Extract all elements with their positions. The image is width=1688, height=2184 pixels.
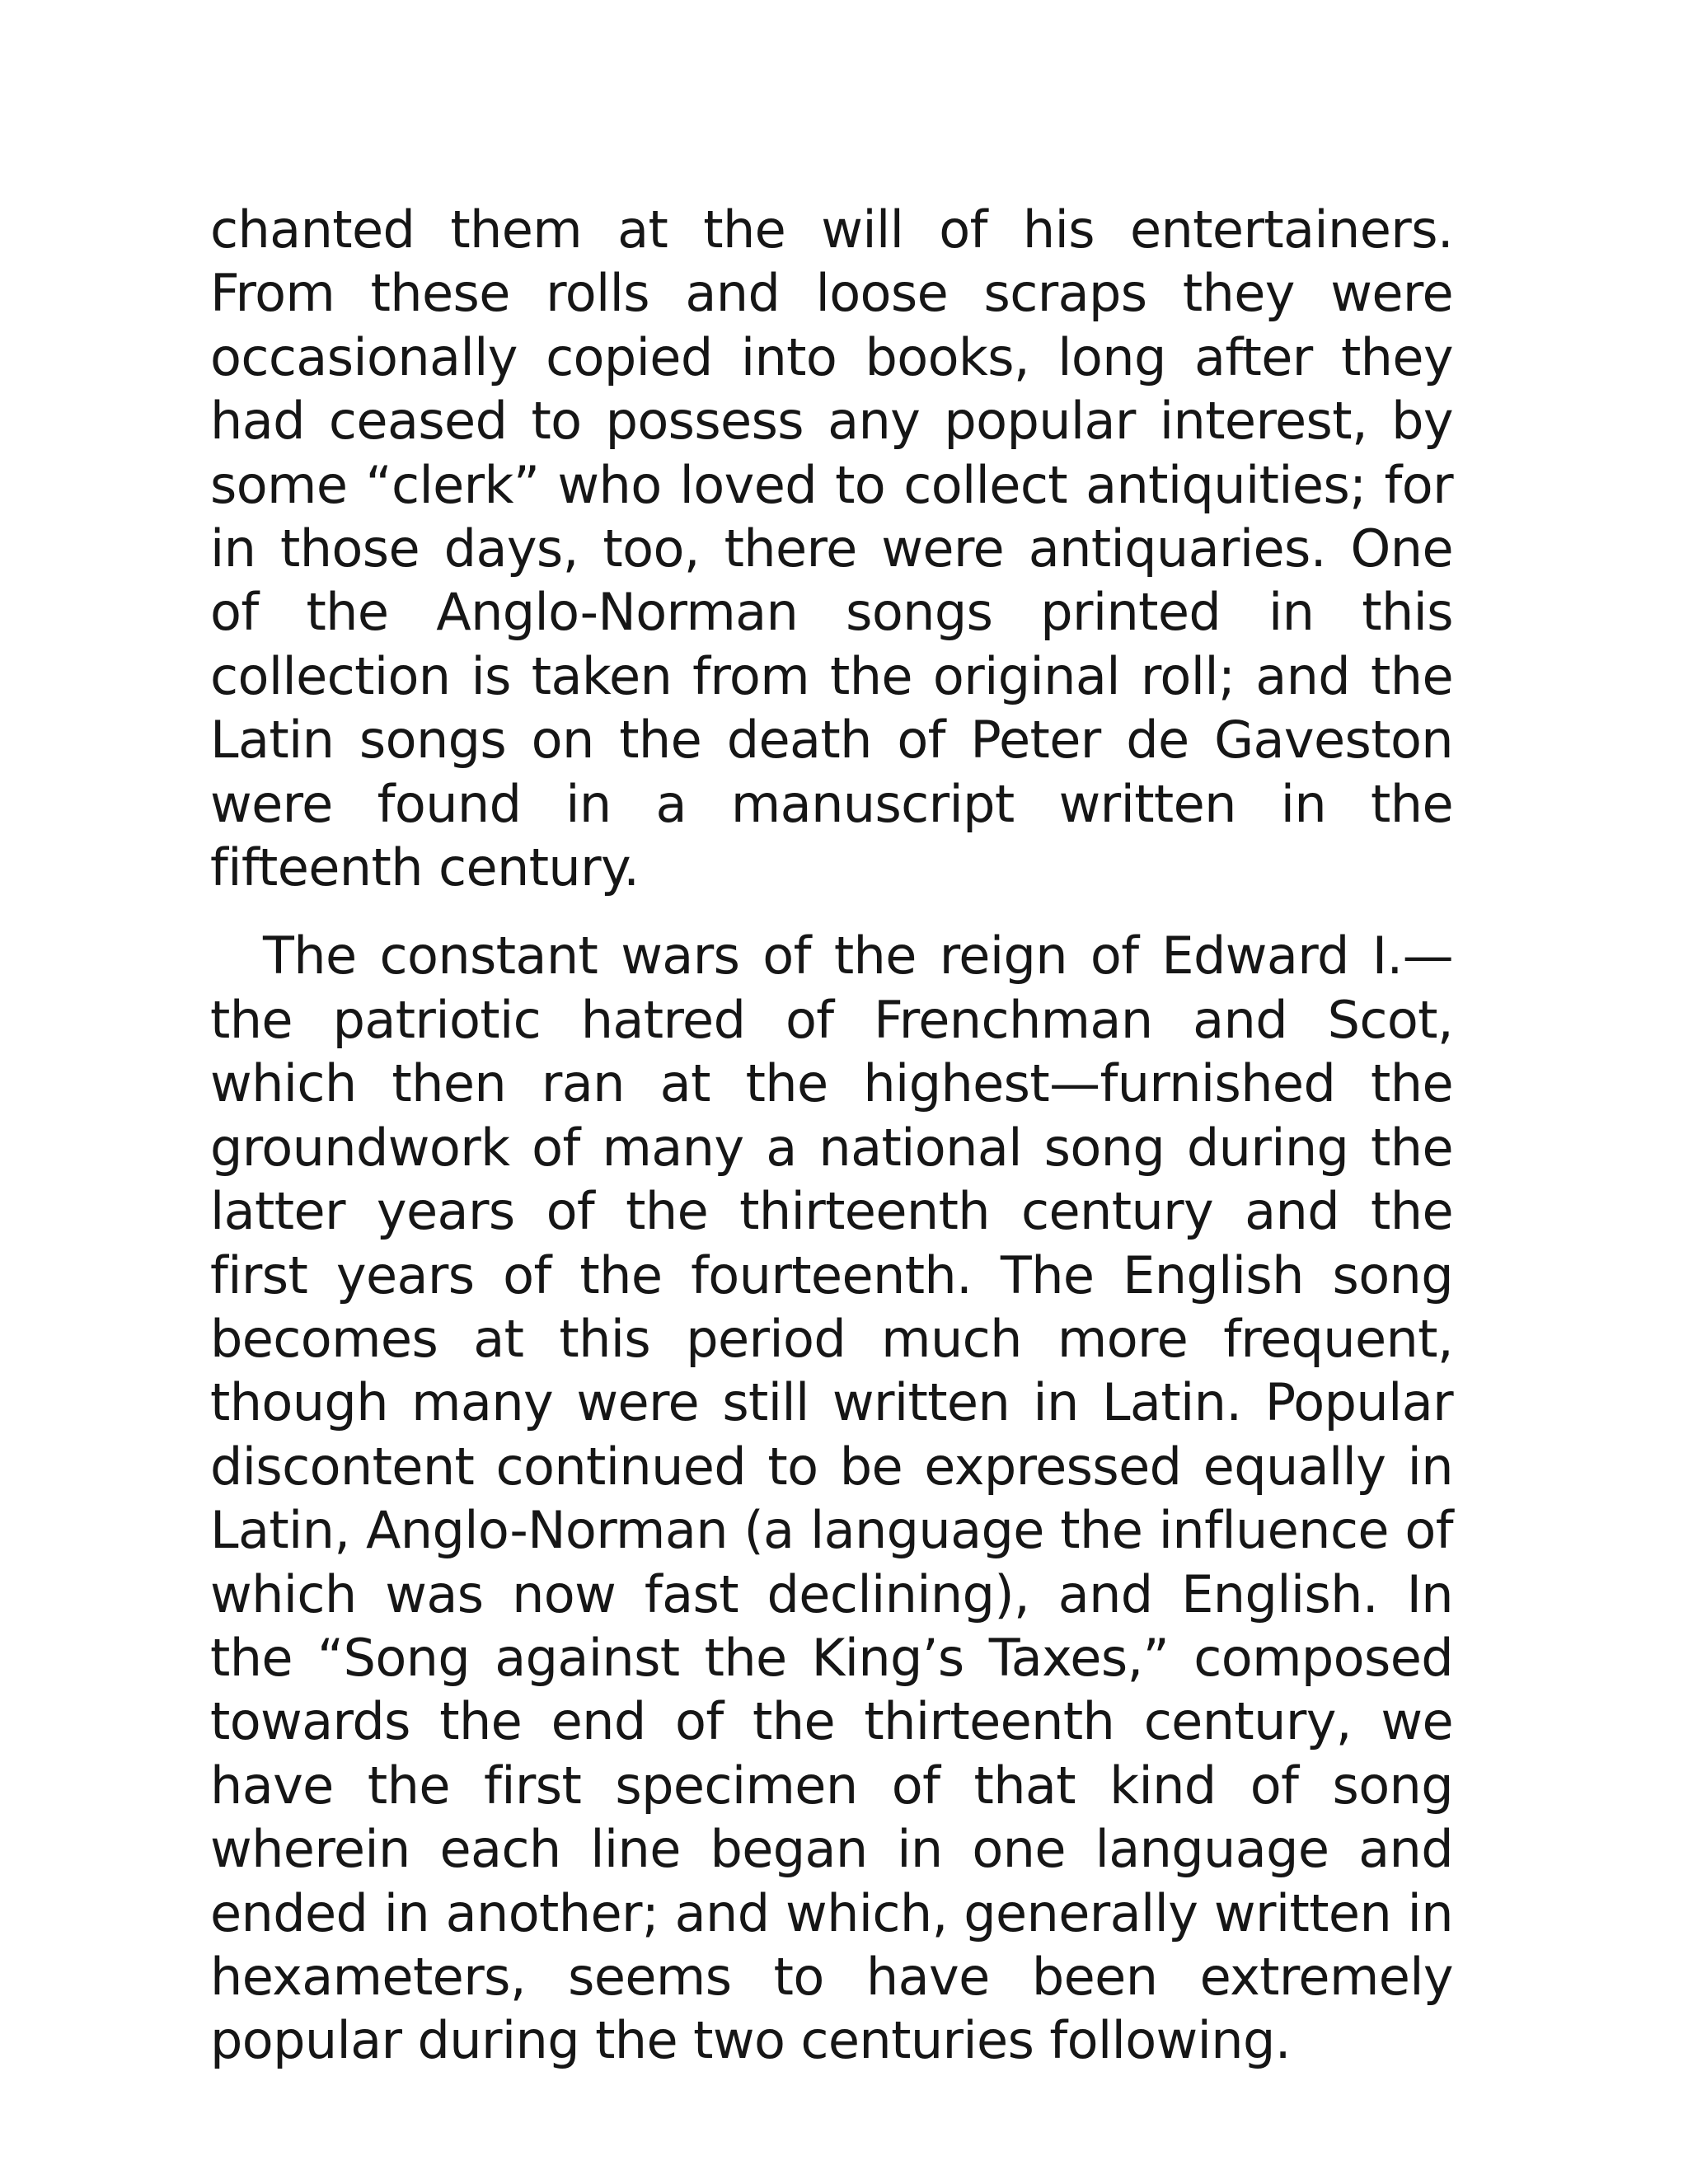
paragraph-2: The constant wars of the reign of Edward I.—the patriotic hatred of Frenchman and Scot, which then ran at the highest—furnished the groundwork of many a national song during the latter years of the thirteenth century and the first years of the fourteenth. The English song becomes at this period much more frequent, though many were still written in Latin. Popular discontent continued to be expressed equally in Latin, Anglo-Norman (a language the influence of which was now fast declining), and English. In the “Song against the King’s Taxes,” composed towards the end of the thirteenth century, we have the first specimen of that kind of song wherein each line began in one language and ended in another; and which, generally written in hexameters, seems to have been extremely popular during the two centuries following. <box>210 926 1453 2071</box>
paragraph-1: chanted them at the will of his entertainers. From these rolls and loose scraps they were occasionally copied into books, long after they had ceased to possess any popular interest, by some “clerk” who loved to collect antiquities; for in those days, too, there were antiquaries. One of the Anglo-Norman songs printed in this collection is taken from the original roll; and the Latin songs on the death of Peter de Gaveston were found in a manuscript written in the fifteenth century. <box>210 199 1453 898</box>
page-body <box>210 198 1453 2073</box>
